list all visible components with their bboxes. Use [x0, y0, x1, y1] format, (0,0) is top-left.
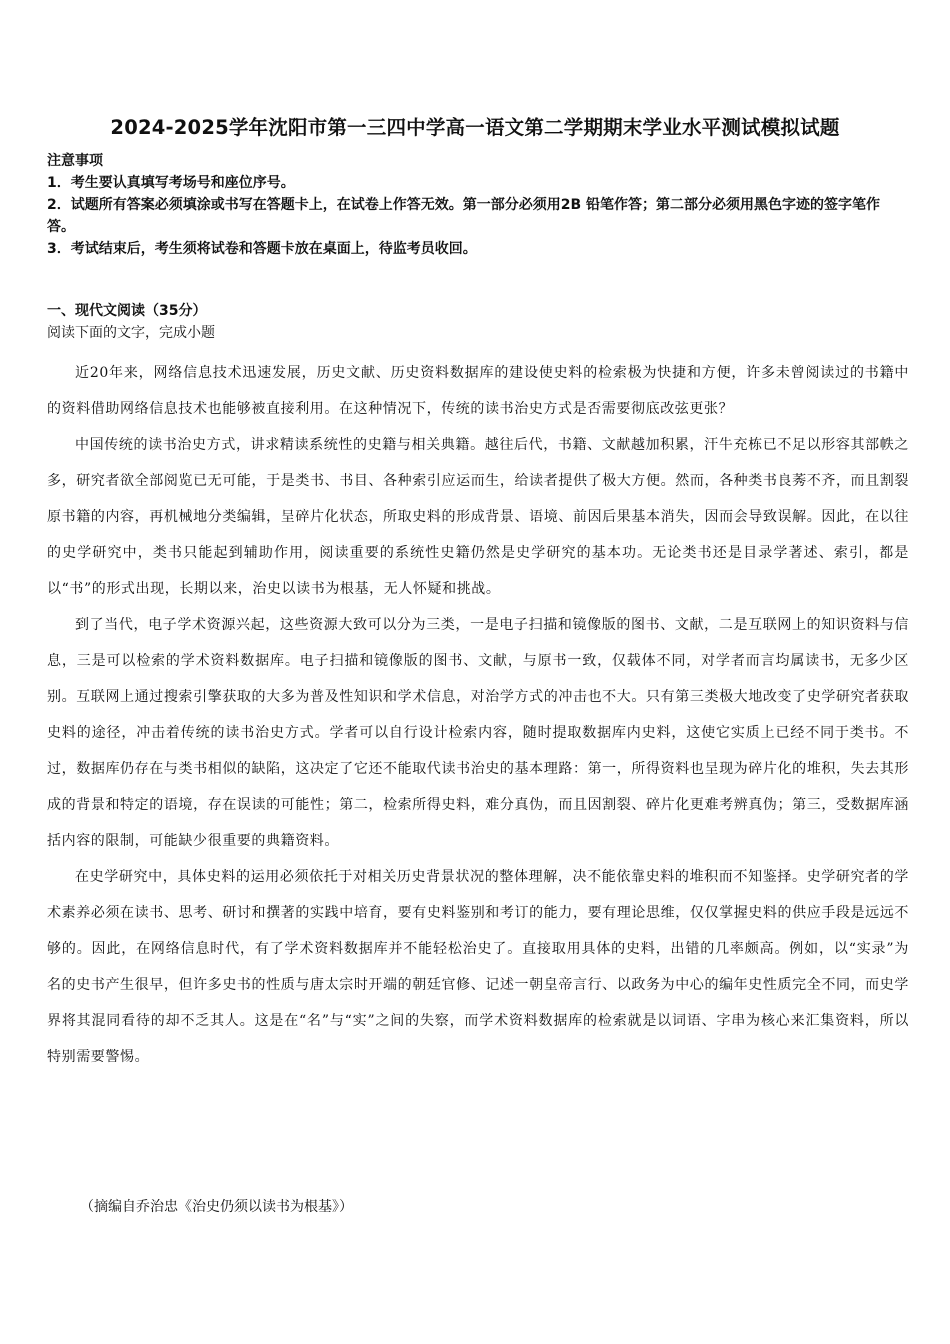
notice-item: 1．考生要认真填写考场号和座位序号。 — [47, 175, 295, 191]
notice-block — [47, 150, 907, 260]
notice-heading: 注意事项 — [47, 153, 103, 169]
notice-item: 2．试题所有答案必须填涂或书写在答题卡上，在试卷上作答无效。第一部分必须用2B 铅笔作答；第二部分必须用黑色字迹的签字笔作答。 — [47, 197, 881, 235]
section-heading: 一、现代文阅读（35分） — [47, 303, 207, 319]
article-paragraph: 在史学研究中，具体史料的运用必须依托于对相关历史背景状况的整体理解，决不能依靠史料的堆积而不知鉴择。史学研究者的学术素养必须在读书、思考、研讨和撰著的实践中培育，要有史料鉴别和考订的能力，要有理论思维，仅仅掌握史料的供应手段是远远不够的。因此，在网络信息时代，有了学术资料数据库并不能轻松治史了。直接取用具体的史料，出错的几率颇高。例如，以“实录”为名的史书产生很早，但许多史书的性质与唐太宗时开端的朝廷官修、记述一朝皇帝言行、以政务为中心的编年史性质完全不同，而史学界将其混同看待的却不乏其人。这是在“名”与“实”之间的失察，而学术资料数据库的检索就是以词语、字串为核心来汇集资料，所以特别需要警惕。 — [47, 869, 909, 1065]
article-body — [47, 355, 909, 1075]
notice-item: 3．考试结束后，考生须将试卷和答题卡放在桌面上，待监考员收回。 — [47, 241, 477, 257]
section-header — [47, 300, 907, 344]
article-paragraph: 中国传统的读书治史方式，讲求精读系统性的史籍与相关典籍。越往后代，书籍、文献越加积累，汗牛充栋已不足以形容其部帙之多，研究者欲全部阅览已无可能，于是类书、书目、各种索引应运而生，给读者提供了极大方便。然而，各种类书良莠不齐，而且割裂原书籍的内容，再机械地分类编辑，呈碎片化状态，所取史料的形成背景、语境、前因后果基本消失，因而会导致误解。因此，在以往的史学研究中，类书只能起到辅助作用，阅读重要的系统性史籍仍然是史学研究的基本功。无论类书还是目录学著述、索引，都是以“书”的形式出现，长期以来，治史以读书为根基，无人怀疑和挑战。 — [47, 437, 909, 597]
page-title: 2024-2025学年沈阳市第一三四中学高一语文第二学期期末学业水平测试模拟试题 — [110, 116, 840, 139]
article-source: （摘编自乔治忠《治史仍须以读书为根基》） — [80, 1199, 353, 1215]
article-paragraph: 近20年来，网络信息技术迅速发展，历史文献、历史资料数据库的建设使史料的检索极为快捷和方便，许多未曾阅读过的书籍中的资料借助网络信息技术也能够被直接利用。在这种情况下，传统的读书治史方式是否需要彻底改弦更张？ — [47, 365, 909, 417]
article-paragraph: 到了当代，电子学术资源兴起，这些资源大致可以分为三类，一是电子扫描和镜像版的图书、文献，二是互联网上的知识资料与信息，三是可以检索的学术资料数据库。电子扫描和镜像版的图书、文献，与原书一致，仅载体不同，对学者而言均属读书，无多少区别。互联网上通过搜索引擎获取的大多为普及性知识和学术信息，对治学方式的冲击也不大。只有第三类极大地改变了史学研究者获取史料的途径，冲击着传统的读书治史方式。学者可以自行设计检索内容，随时提取数据库内史料，这使它实质上已经不同于类书。不过，数据库仍存在与类书相似的缺陷，这决定了它还不能取代读书治史的基本理路：第一，所得资料也呈现为碎片化的堆积，失去其形成的背景和特定的语境，存在误读的可能性；第二，检索所得史料，难分真伪，而且因割裂、碎片化更难考辨真伪；第三，受数据库涵括内容的限制，可能缺少很重要的典籍资料。 — [47, 617, 909, 849]
section-instruction: 阅读下面的文字，完成小题 — [47, 325, 215, 341]
